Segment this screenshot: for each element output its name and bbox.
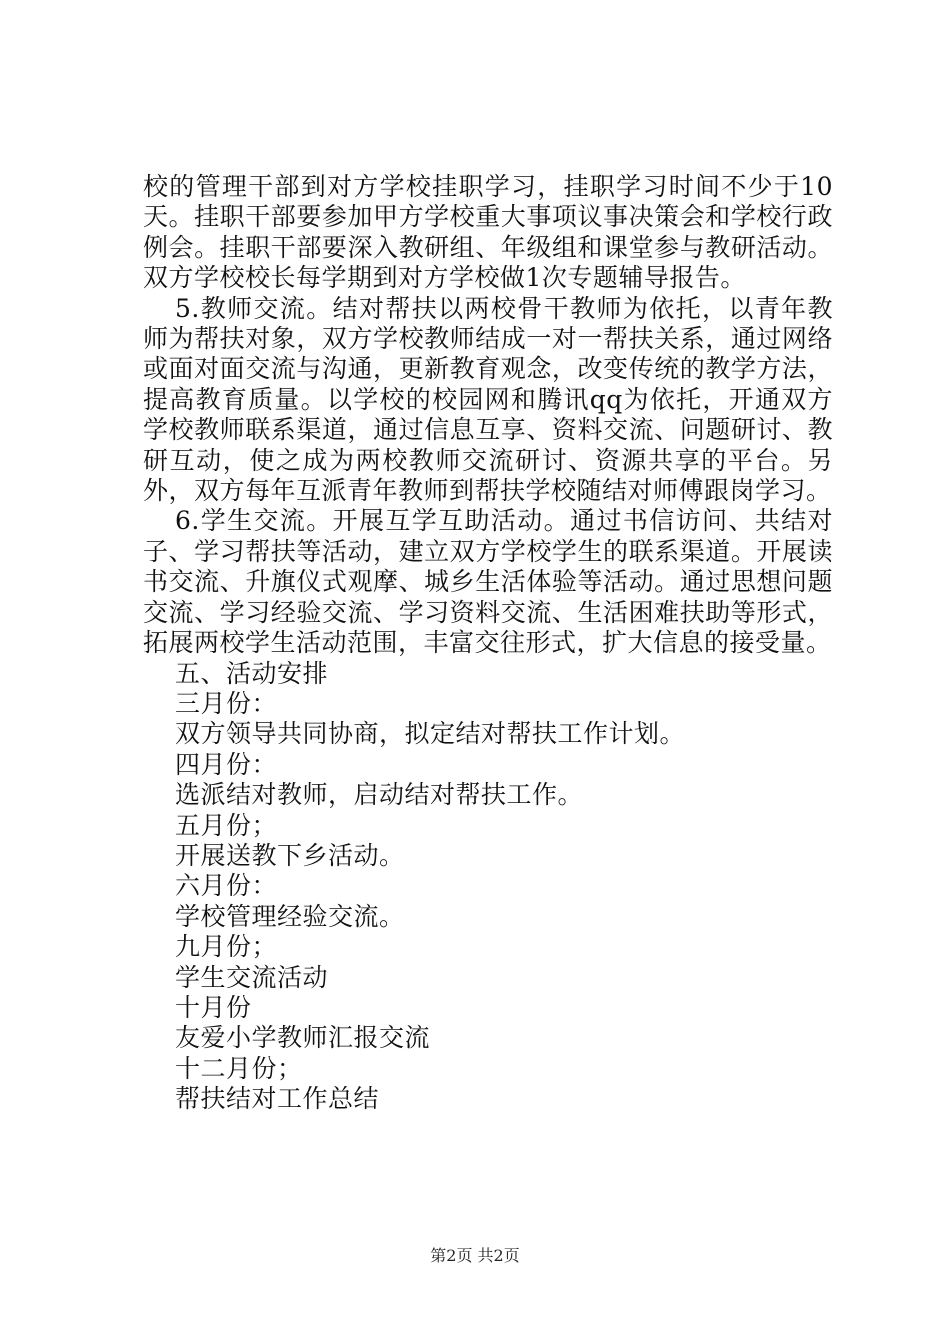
paragraph-exchange-cadres: 校的管理干部到对方学校挂职学习，挂职学习时间不少于10天。挂职干部要参加甲方学校重大事项议事决策会和学校行政例会。挂职干部要深入教研组、年级组和课堂参与教研活动。双方学校校长每学期到对方学校做1次专题辅导报告。 <box>143 172 833 293</box>
section-heading: 五、活动安排 <box>175 658 329 688</box>
paragraph-teacher-exchange: 5.教师交流。结对帮扶以两校骨干教师为依托，以青年教师为帮扶对象，双方学校教师结成一对一帮扶关系，通过网络或面对面交流与沟通，更新教育观念，改变传统的教学方法，提高教育质量。以学校的校园网和腾讯qq为依托，开通双方学校教师联系渠道，通过信息互享、资料交流、问题研讨、教研互动，使之成为两校教师交流研讨、资源共享的平台。另外，双方每年互派青年教师到帮扶学校随结对师傅跟岗学习。 <box>143 293 833 506</box>
schedule-month: 五月份； <box>175 810 278 840</box>
schedule-month: 六月份： <box>175 871 278 901</box>
schedule-item: 学生交流活动 <box>175 962 329 992</box>
page-number: 第2页 共2页 <box>430 1246 520 1265</box>
schedule-month: 九月份； <box>175 932 278 962</box>
schedule-item: 开展送教下乡活动。 <box>175 840 405 870</box>
schedule-item: 帮扶结对工作总结 <box>175 1084 380 1114</box>
schedule-month: 十月份 <box>175 992 252 1022</box>
schedule-item: 双方领导共同协商，拟定结对帮扶工作计划。 <box>175 719 686 749</box>
schedule-item: 选派结对教师，启动结对帮扶工作。 <box>175 780 584 810</box>
paragraph-student-exchange: 6.学生交流。开展互学互助活动。通过书信访问、共结对子、学习帮扶等活动，建立双方学校学生的联系渠道。开展读书交流、升旗仪式观摩、城乡生活体验等活动。通过思想问题交流、学习经验交流、学习资料交流、生活困难扶助等形式，拓展两校学生活动范围，丰富交往形式，扩大信息的接受量。 <box>143 506 833 658</box>
schedule-month: 十二月份； <box>175 1053 303 1083</box>
schedule-month: 四月份： <box>175 749 278 779</box>
schedule-month: 三月份： <box>175 688 278 718</box>
document-body <box>143 172 833 1115</box>
schedule-item: 学校管理经验交流。 <box>175 901 405 931</box>
page-footer <box>0 1243 950 1266</box>
schedule-item: 友爱小学教师汇报交流 <box>175 1023 431 1053</box>
